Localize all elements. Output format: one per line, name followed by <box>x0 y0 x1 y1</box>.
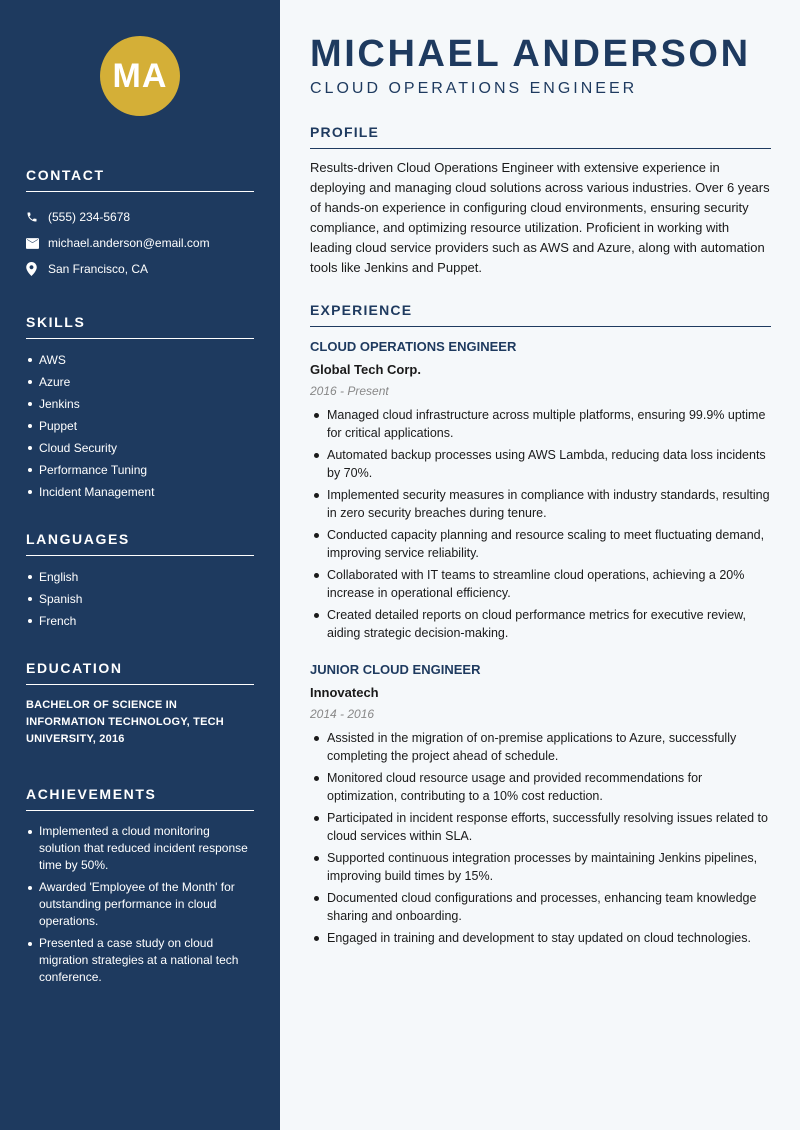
job-title: CLOUD OPERATIONS ENGINEER <box>310 339 517 354</box>
company-name: Innovatech <box>310 685 379 700</box>
achievement-item: Presented a case study on cloud migration strategies at a national tech conference. <box>26 935 254 986</box>
job-bullet: Supported continuous integration processes by maintaining Jenkins pipelines, improving build times by 15%. <box>310 849 771 885</box>
phone-text: (555) 234-5678 <box>48 210 131 224</box>
candidate-name: MICHAEL ANDERSON <box>310 33 751 75</box>
job-bullet: Assisted in the migration of on-premise applications to Azure, successfully completing the project ahead of schedule. <box>310 729 771 765</box>
profile-text: Results-driven Cloud Operations Engineer with extensive experience in deploying and managing cloud solutions across various industries. Over 6 years of hands-on experience in configuring cloud environments, ensuring security compliance, and optimizing resource utilization. Proficient in working with leading cloud service providers such as AWS and Azure, along with automation tools like Jenkins and Puppet. <box>310 160 770 275</box>
languages-section <box>26 531 254 632</box>
location-text: San Francisco, CA <box>48 262 149 276</box>
education-degree: BACHELOR OF SCIENCE IN INFORMATION TECHNOLOGY, TECH UNIVERSITY, 2016 <box>26 699 224 745</box>
skill-item: Jenkins <box>26 393 254 415</box>
profile-section <box>310 124 771 278</box>
language-item: English <box>26 566 254 588</box>
job-bullet: Conducted capacity planning and resource scaling to meet fluctuating demand, improving service reliability. <box>310 526 771 562</box>
job-bullet: Participated in incident response efforts, successfully resolving issues related to cloud services within SLA. <box>310 809 771 845</box>
job-dates: 2014 - 2016 <box>310 707 375 721</box>
job-entry <box>310 339 771 642</box>
job-bullet: Monitored cloud resource usage and provided recommendations for optimization, contributing to a 10% cost reduction. <box>310 769 771 805</box>
phone-icon <box>26 211 48 223</box>
skill-item: Cloud Security <box>26 437 254 459</box>
achievements-heading: ACHIEVEMENTS <box>26 786 254 811</box>
company-name: Global Tech Corp. <box>310 362 421 377</box>
main-content <box>280 0 800 1130</box>
experience-section <box>310 302 771 947</box>
job-entry <box>310 662 771 947</box>
email-text: michael.anderson@email.com <box>48 236 210 250</box>
profile-heading: PROFILE <box>310 124 771 149</box>
skills-heading: SKILLS <box>26 314 254 339</box>
email-icon <box>26 238 48 249</box>
language-item: Spanish <box>26 588 254 610</box>
contact-heading: CONTACT <box>26 167 254 192</box>
education-heading: EDUCATION <box>26 660 254 685</box>
job-bullet: Documented cloud configurations and processes, enhancing team knowledge sharing and onboarding. <box>310 889 771 925</box>
sidebar <box>0 0 280 1130</box>
job-title: JUNIOR CLOUD ENGINEER <box>310 662 481 677</box>
skill-item: Puppet <box>26 415 254 437</box>
skill-item: AWS <box>26 349 254 371</box>
contact-section <box>26 167 254 282</box>
contact-phone <box>26 204 254 230</box>
achievements-section <box>26 786 254 986</box>
avatar-initials: MA <box>112 56 168 95</box>
language-item: French <box>26 610 254 632</box>
job-bullet: Engaged in training and development to stay updated on cloud technologies. <box>310 929 771 947</box>
skill-item: Incident Management <box>26 481 254 503</box>
job-bullet: Managed cloud infrastructure across multiple platforms, ensuring 99.9% uptime for critical applications. <box>310 406 771 442</box>
achievement-item: Implemented a cloud monitoring solution that reduced incident response time by 50%. <box>26 823 254 874</box>
experience-heading: EXPERIENCE <box>310 302 771 327</box>
languages-heading: LANGUAGES <box>26 531 254 556</box>
achievement-item: Awarded 'Employee of the Month' for outstanding performance in cloud operations. <box>26 879 254 930</box>
job-bullet: Automated backup processes using AWS Lambda, reducing data loss incidents by 70%. <box>310 446 771 482</box>
job-bullet: Implemented security measures in compliance with industry standards, resulting in zero security breaches during tenure. <box>310 486 771 522</box>
job-bullet: Created detailed reports on cloud performance metrics for executive review, aiding strategic decision-making. <box>310 606 771 642</box>
job-dates: 2016 - Present <box>310 384 389 398</box>
skill-item: Performance Tuning <box>26 459 254 481</box>
avatar <box>100 36 180 116</box>
skill-item: Azure <box>26 371 254 393</box>
education-section <box>26 660 254 748</box>
skills-section <box>26 314 254 503</box>
location-pin-icon <box>26 262 48 276</box>
job-bullet: Collaborated with IT teams to streamline cloud operations, achieving a 20% increase in operational efficiency. <box>310 566 771 602</box>
contact-email <box>26 230 254 256</box>
candidate-role: CLOUD OPERATIONS ENGINEER <box>310 80 638 97</box>
contact-location <box>26 256 254 282</box>
